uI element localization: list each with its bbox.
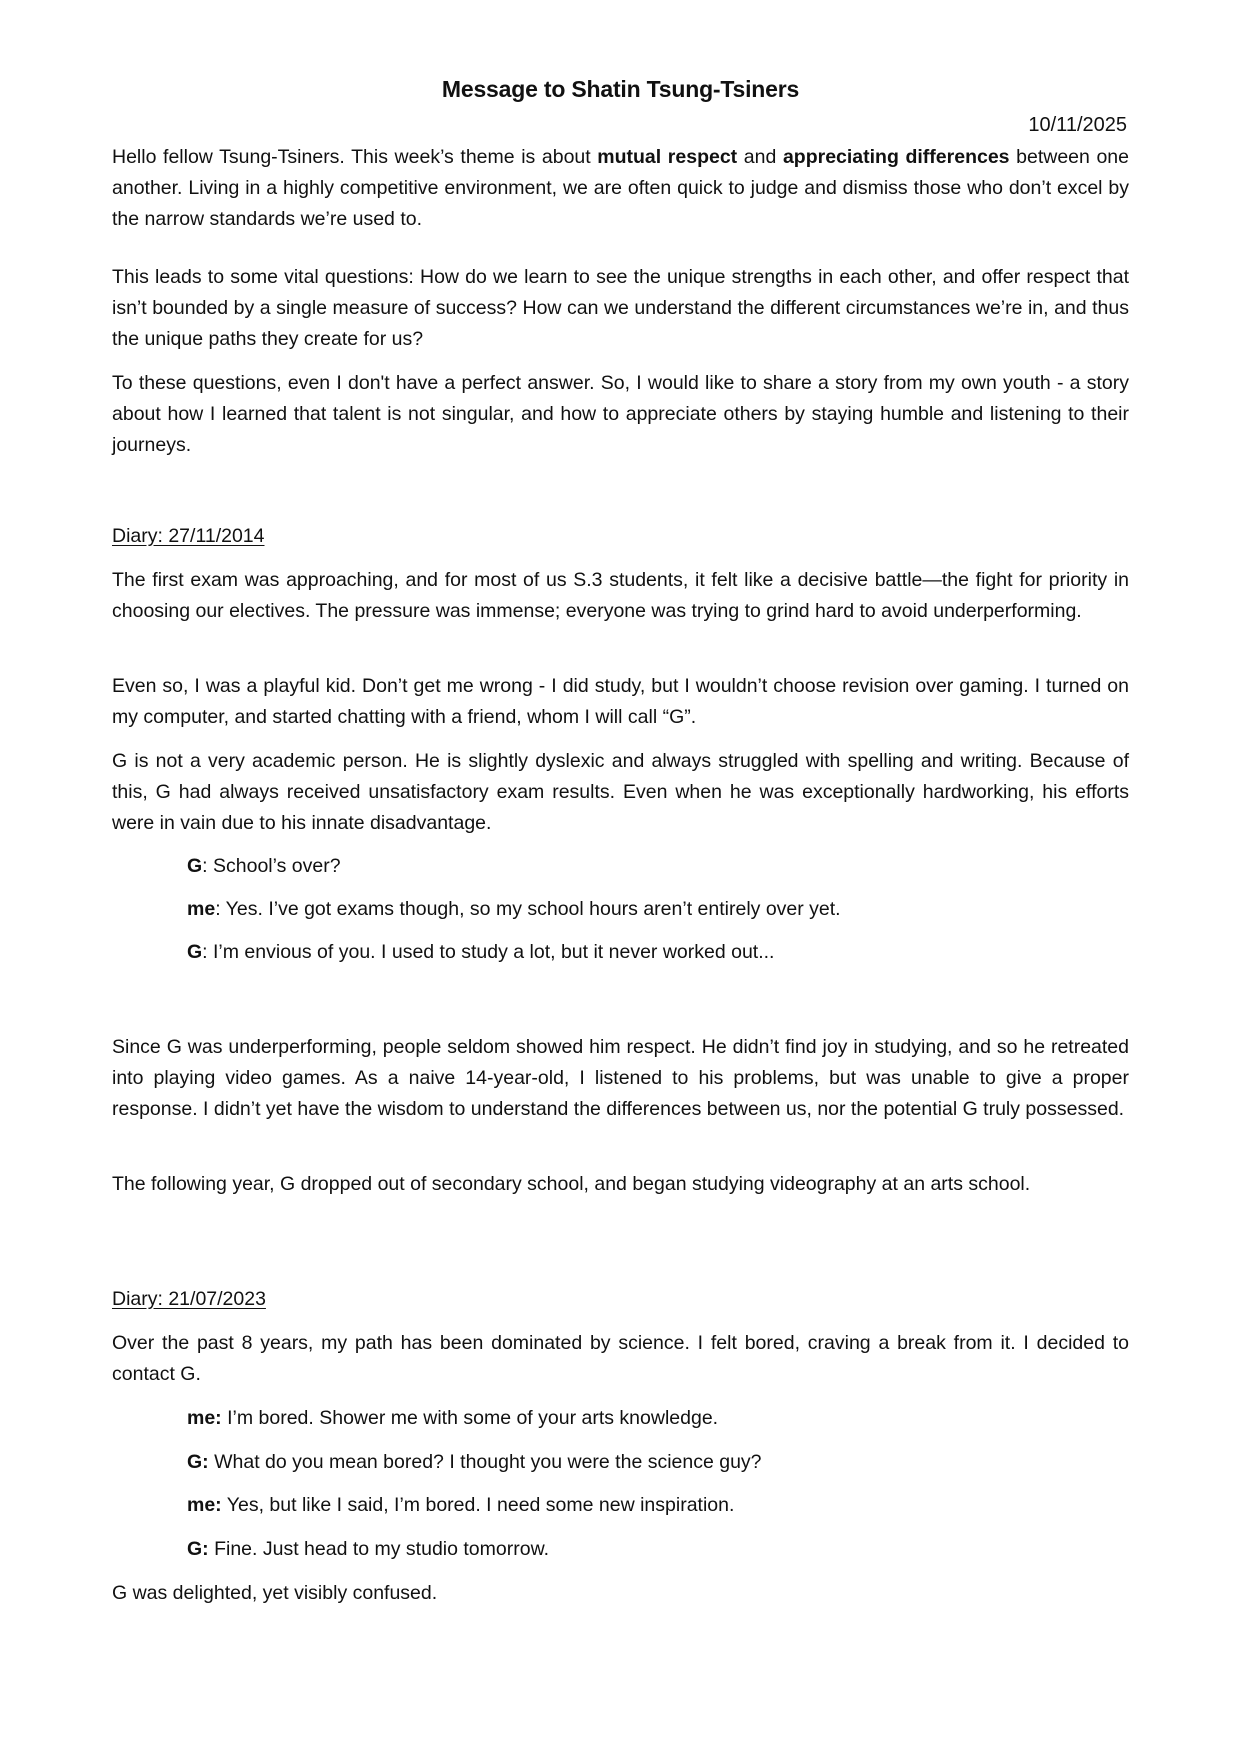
chat-line (187, 1490, 734, 1521)
chat-speaker: me (187, 898, 216, 920)
chat-separator: : (215, 898, 226, 920)
chat-text: I’m bored. Shower me with some of your arts knowledge. (227, 1407, 719, 1429)
chat-text: What do you mean bored? I thought you were the science guy? (214, 1451, 762, 1473)
bold-appreciating-differences: appreciating differences (782, 146, 1010, 168)
diary2-paragraph-2: G was delighted, yet visibly confused. (112, 1582, 438, 1604)
chat-line (187, 937, 774, 968)
diary1-paragraph-2: Even so, I was a playful kid. Don’t get me wrong - I did study, but I wouldn’t choose revision over gaming. I turned on my computer, and started chatting with a friend, whom I will call “G”. (112, 675, 1129, 729)
intro-paragraph-2: This leads to some vital questions: How do we learn to see the unique strengths in each other, and offer respect that isn’t bounded by a single measure of success? How can we understand the different circumstances we’re in, and thus the unique paths they create for us? (112, 266, 1129, 351)
diary2-paragraph-1: Over the past 8 years, my path has been dominated by science. I felt bored, craving a break from it. I decided to contact G. (112, 1332, 1129, 1386)
chat-separator: : (202, 941, 214, 963)
diary-heading-2014: Diary: 27/11/2014 (112, 525, 265, 547)
chat-speaker: G: (187, 1451, 209, 1473)
chat-line (187, 1403, 718, 1434)
diary1-paragraph-1: The first exam was approaching, and for most of us S.3 students, it felt like a decisive battle—the fight for priority in choosing our electives. The pressure was immense; everyone was trying to grind hard to avoid underperforming. (112, 569, 1129, 623)
chat-text: Yes, but like I said, I’m bored. I need some new inspiration. (226, 1494, 735, 1516)
chat-text: I’m envious of you. I used to study a lot, but it never worked out... (213, 941, 775, 963)
intro-text: and (737, 146, 783, 168)
chat-speaker: me: (187, 1407, 222, 1429)
chat-speaker: G: (187, 1538, 209, 1560)
intro-paragraph-1 (112, 142, 1129, 236)
chat-speaker: me: (187, 1494, 222, 1516)
chat-text: School’s over? (213, 855, 341, 877)
diary1-paragraph-5: The following year, G dropped out of secondary school, and began studying videography at an arts school. (112, 1173, 1031, 1195)
chat-speaker: G (187, 855, 203, 877)
bold-mutual-respect: mutual respect (597, 146, 738, 168)
chat-line (187, 851, 341, 882)
chat-line (187, 1534, 549, 1565)
diary-heading-2023: Diary: 21/07/2023 (112, 1288, 266, 1310)
page-title: Message to Shatin Tsung-Tsiners (441, 76, 800, 102)
intro-text: between one another. Living in a highly competitive environment, we are often quick to judge and dismiss those who don’t excel by the narrow standards we’re used to. (112, 146, 1129, 231)
chat-text: Fine. Just head to my studio tomorrow. (214, 1538, 549, 1560)
chat-separator: : (202, 855, 214, 877)
chat-line (187, 1447, 762, 1478)
diary1-paragraph-4: Since G was underperforming, people seldom showed him respect. He didn’t find joy in studying, and so he retreated into playing video games. As a naive 14-year-old, I listened to his problems, but was unable to give a proper response. I didn’t yet have the wisdom to understand the differences between us, nor the potential G truly possessed. (112, 1036, 1129, 1121)
chat-text: Yes. I’ve got exams though, so my school hours aren’t entirely over yet. (225, 898, 841, 920)
document-date: 10/11/2025 (1028, 114, 1127, 136)
diary1-paragraph-3: G is not a very academic person. He is slightly dyslexic and always struggled with spelling and writing. Because of this, G had always received unsatisfactory exam results. Even when he was exceptionally hardworking, his efforts were in vain due to his innate disadvantage. (112, 750, 1129, 835)
intro-paragraph-3: To these questions, even I don't have a perfect answer. So, I would like to share a story from my own youth - a story about how I learned that talent is not singular, and how to appreciate others by staying humble and listening to their journeys. (112, 372, 1129, 457)
chat-speaker: G (187, 941, 203, 963)
chat-line (187, 894, 841, 925)
intro-text: Hello fellow Tsung-Tsiners. This week’s theme is about (112, 146, 598, 168)
